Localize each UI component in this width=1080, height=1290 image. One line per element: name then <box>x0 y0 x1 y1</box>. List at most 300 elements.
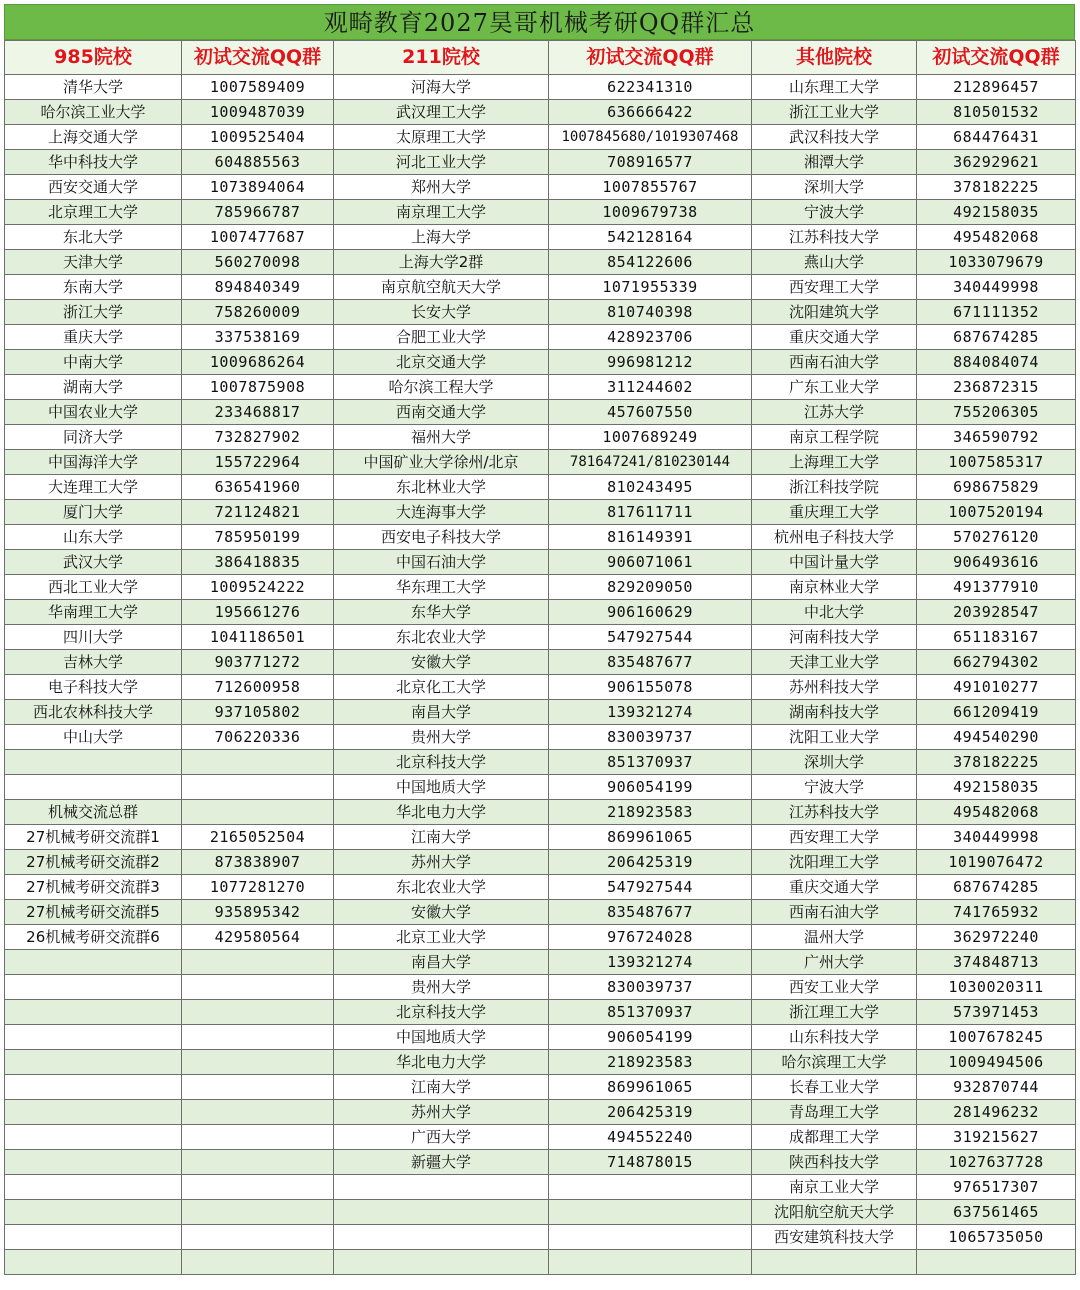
qq-other-cell: 687674285 <box>917 875 1076 900</box>
school-211-cell: 贵州大学 <box>334 725 549 750</box>
school-985-cell: 西安交通大学 <box>5 175 182 200</box>
qq-211-cell: 781647241/810230144 <box>549 450 752 475</box>
school-other-cell: 宁波大学 <box>752 200 917 225</box>
school-985-cell: 西北工业大学 <box>5 575 182 600</box>
qq-other-cell: 637561465 <box>917 1200 1076 1225</box>
school-211-cell: 南京理工大学 <box>334 200 549 225</box>
school-211-cell: 河海大学 <box>334 75 549 100</box>
qq-211-cell: 708916577 <box>549 150 752 175</box>
school-985-cell: 哈尔滨工业大学 <box>5 100 182 125</box>
school-211-cell: 东北农业大学 <box>334 625 549 650</box>
school-985-cell: 吉林大学 <box>5 650 182 675</box>
qq-985-cell: 758260009 <box>182 300 334 325</box>
qq-other-cell: 340449998 <box>917 825 1076 850</box>
qq-985-cell: 1007477687 <box>182 225 334 250</box>
qq-other-cell: 346590792 <box>917 425 1076 450</box>
qq-211-cell: 206425319 <box>549 1100 752 1125</box>
school-other-cell: 南京工业大学 <box>752 1175 917 1200</box>
qq-other-cell: 212896457 <box>917 75 1076 100</box>
qq-211-cell: 851370937 <box>549 1000 752 1025</box>
school-985-cell <box>5 1200 182 1225</box>
qq-other-cell <box>917 1250 1076 1275</box>
school-other-cell: 上海理工大学 <box>752 450 917 475</box>
table-row <box>5 225 1076 250</box>
school-985-cell <box>5 1050 182 1075</box>
qq-other-cell: 281496232 <box>917 1100 1076 1125</box>
table-row <box>5 250 1076 275</box>
qq-985-cell <box>182 1200 334 1225</box>
table-row <box>5 125 1076 150</box>
table-row <box>5 200 1076 225</box>
qq-211-cell: 810243495 <box>549 475 752 500</box>
school-211-cell: 太原理工大学 <box>334 125 549 150</box>
qq-985-cell: 785950199 <box>182 525 334 550</box>
school-211-cell: 河北工业大学 <box>334 150 549 175</box>
school-985-cell: 华南理工大学 <box>5 600 182 625</box>
school-985-cell: 武汉大学 <box>5 550 182 575</box>
qq-other-cell: 378182225 <box>917 750 1076 775</box>
school-211-cell: 哈尔滨工程大学 <box>334 375 549 400</box>
qq-985-cell <box>182 1175 334 1200</box>
qq-211-cell: 906054199 <box>549 1025 752 1050</box>
qq-other-cell: 906493616 <box>917 550 1076 575</box>
school-211-cell: 华北电力大学 <box>334 1050 549 1075</box>
qq-211-cell <box>549 1200 752 1225</box>
header-qq-3: 初试交流QQ群 <box>917 41 1076 75</box>
qq-211-cell: 428923706 <box>549 325 752 350</box>
school-other-cell: 重庆交通大学 <box>752 325 917 350</box>
school-211-cell: 中国矿业大学徐州/北京 <box>334 450 549 475</box>
qq-211-cell: 547927544 <box>549 625 752 650</box>
school-other-cell: 成都理工大学 <box>752 1125 917 1150</box>
school-985-cell: 华中科技大学 <box>5 150 182 175</box>
qq-985-cell: 636541960 <box>182 475 334 500</box>
school-other-cell: 西安工业大学 <box>752 975 917 1000</box>
qq-985-cell: 712600958 <box>182 675 334 700</box>
table-row <box>5 800 1076 825</box>
school-other-cell: 杭州电子科技大学 <box>752 525 917 550</box>
table-row <box>5 625 1076 650</box>
table-row <box>5 1075 1076 1100</box>
table-row <box>5 925 1076 950</box>
school-211-cell: 北京工业大学 <box>334 925 549 950</box>
school-other-cell: 南京林业大学 <box>752 575 917 600</box>
school-985-cell: 清华大学 <box>5 75 182 100</box>
table-row <box>5 425 1076 450</box>
school-985-cell: 浙江大学 <box>5 300 182 325</box>
qq-other-cell: 1007520194 <box>917 500 1076 525</box>
school-985-cell: 北京理工大学 <box>5 200 182 225</box>
qq-985-cell <box>182 1125 334 1150</box>
qq-other-cell: 1065735050 <box>917 1225 1076 1250</box>
school-211-cell: 安徽大学 <box>334 650 549 675</box>
school-985-cell <box>5 1225 182 1250</box>
header-other: 其他院校 <box>752 41 917 75</box>
school-other-cell: 深圳大学 <box>752 175 917 200</box>
table-row <box>5 875 1076 900</box>
qq-other-cell: 492158035 <box>917 775 1076 800</box>
school-211-cell: 北京科技大学 <box>334 1000 549 1025</box>
qq-other-cell: 687674285 <box>917 325 1076 350</box>
table-row <box>5 75 1076 100</box>
school-other-cell: 浙江工业大学 <box>752 100 917 125</box>
school-211-cell: 大连海事大学 <box>334 500 549 525</box>
qq-985-cell: 785966787 <box>182 200 334 225</box>
qq-211-cell: 854122606 <box>549 250 752 275</box>
table-row <box>5 475 1076 500</box>
school-other-cell: 浙江理工大学 <box>752 1000 917 1025</box>
qq-other-cell: 495482068 <box>917 800 1076 825</box>
school-other-cell: 宁波大学 <box>752 775 917 800</box>
qq-other-cell: 741765932 <box>917 900 1076 925</box>
school-other-cell: 广州大学 <box>752 950 917 975</box>
qq-211-cell: 218923583 <box>549 800 752 825</box>
school-211-cell: 江南大学 <box>334 1075 549 1100</box>
qq-985-cell: 706220336 <box>182 725 334 750</box>
school-other-cell: 天津工业大学 <box>752 650 917 675</box>
qq-other-cell: 661209419 <box>917 700 1076 725</box>
qq-211-cell: 906054199 <box>549 775 752 800</box>
school-985-cell: 27机械考研交流群5 <box>5 900 182 925</box>
school-985-cell: 27机械考研交流群3 <box>5 875 182 900</box>
school-985-cell <box>5 1150 182 1175</box>
qq-985-cell: 337538169 <box>182 325 334 350</box>
qq-other-cell: 494540290 <box>917 725 1076 750</box>
qq-211-cell: 542128164 <box>549 225 752 250</box>
school-985-cell: 电子科技大学 <box>5 675 182 700</box>
qq-985-cell: 732827902 <box>182 425 334 450</box>
qq-985-cell <box>182 1050 334 1075</box>
qq-other-cell: 932870744 <box>917 1075 1076 1100</box>
school-211-cell: 合肥工业大学 <box>334 325 549 350</box>
school-985-cell: 中国农业大学 <box>5 400 182 425</box>
qq-other-cell: 1019076472 <box>917 850 1076 875</box>
school-other-cell: 浙江科技学院 <box>752 475 917 500</box>
school-other-cell: 青岛理工大学 <box>752 1100 917 1125</box>
school-985-cell: 东南大学 <box>5 275 182 300</box>
table-row <box>5 325 1076 350</box>
table-row <box>5 650 1076 675</box>
school-211-cell: 北京交通大学 <box>334 350 549 375</box>
qq-other-cell: 573971453 <box>917 1000 1076 1025</box>
table-row <box>5 350 1076 375</box>
qq-211-cell: 810740398 <box>549 300 752 325</box>
spreadsheet <box>4 4 1075 1275</box>
school-985-cell <box>5 950 182 975</box>
table-row <box>5 1250 1076 1275</box>
qq-985-cell: 604885563 <box>182 150 334 175</box>
school-211-cell: 上海大学2群 <box>334 250 549 275</box>
qq-other-cell: 362972240 <box>917 925 1076 950</box>
qq-211-cell: 817611711 <box>549 500 752 525</box>
qq-other-cell: 236872315 <box>917 375 1076 400</box>
school-other-cell: 西南石油大学 <box>752 900 917 925</box>
qq-211-cell <box>549 1175 752 1200</box>
qq-211-cell: 830039737 <box>549 725 752 750</box>
qq-other-cell: 203928547 <box>917 600 1076 625</box>
qq-985-cell: 937105802 <box>182 700 334 725</box>
table-row <box>5 375 1076 400</box>
qq-985-cell: 1077281270 <box>182 875 334 900</box>
qq-211-cell: 829209050 <box>549 575 752 600</box>
qq-211-cell: 996981212 <box>549 350 752 375</box>
qq-other-cell: 755206305 <box>917 400 1076 425</box>
qq-other-cell: 698675829 <box>917 475 1076 500</box>
school-985-cell: 湖南大学 <box>5 375 182 400</box>
school-985-cell <box>5 1125 182 1150</box>
qq-985-cell: 386418835 <box>182 550 334 575</box>
school-985-cell: 27机械考研交流群2 <box>5 850 182 875</box>
table-row <box>5 675 1076 700</box>
table-row <box>5 950 1076 975</box>
school-other-cell: 江苏大学 <box>752 400 917 425</box>
qq-group-table <box>4 40 1076 1275</box>
table-row <box>5 100 1076 125</box>
school-985-cell: 大连理工大学 <box>5 475 182 500</box>
qq-985-cell: 935895342 <box>182 900 334 925</box>
school-other-cell: 西南石油大学 <box>752 350 917 375</box>
school-211-cell: 华东理工大学 <box>334 575 549 600</box>
school-211-cell: 苏州大学 <box>334 1100 549 1125</box>
school-211-cell: 贵州大学 <box>334 975 549 1000</box>
qq-211-cell: 906155078 <box>549 675 752 700</box>
school-985-cell: 重庆大学 <box>5 325 182 350</box>
table-body <box>5 75 1076 1275</box>
qq-985-cell: 1041186501 <box>182 625 334 650</box>
qq-other-cell: 491377910 <box>917 575 1076 600</box>
school-other-cell: 苏州科技大学 <box>752 675 917 700</box>
school-211-cell <box>334 1225 549 1250</box>
table-row <box>5 700 1076 725</box>
qq-211-cell: 622341310 <box>549 75 752 100</box>
qq-985-cell <box>182 1150 334 1175</box>
qq-other-cell: 495482068 <box>917 225 1076 250</box>
school-985-cell <box>5 1075 182 1100</box>
table-row <box>5 400 1076 425</box>
school-other-cell: 长春工业大学 <box>752 1075 917 1100</box>
school-211-cell <box>334 1250 549 1275</box>
qq-211-cell: 906160629 <box>549 600 752 625</box>
school-other-cell: 湖南科技大学 <box>752 700 917 725</box>
qq-985-cell: 1009524222 <box>182 575 334 600</box>
table-row <box>5 1175 1076 1200</box>
school-other-cell: 哈尔滨理工大学 <box>752 1050 917 1075</box>
school-211-cell: 中国地质大学 <box>334 1025 549 1050</box>
school-other-cell: 沈阳建筑大学 <box>752 300 917 325</box>
school-other-cell: 沈阳理工大学 <box>752 850 917 875</box>
table-row <box>5 1225 1076 1250</box>
school-211-cell: 西南交通大学 <box>334 400 549 425</box>
table-row <box>5 150 1076 175</box>
school-985-cell: 中南大学 <box>5 350 182 375</box>
school-211-cell: 南昌大学 <box>334 700 549 725</box>
school-other-cell: 南京工程学院 <box>752 425 917 450</box>
qq-211-cell: 494552240 <box>549 1125 752 1150</box>
header-211: 211院校 <box>334 41 549 75</box>
school-211-cell: 苏州大学 <box>334 850 549 875</box>
school-985-cell: 东北大学 <box>5 225 182 250</box>
table-row <box>5 450 1076 475</box>
qq-other-cell: 1007678245 <box>917 1025 1076 1050</box>
table-row <box>5 1000 1076 1025</box>
table-row <box>5 900 1076 925</box>
qq-211-cell: 869961065 <box>549 1075 752 1100</box>
qq-211-cell: 1009679738 <box>549 200 752 225</box>
qq-211-cell: 869961065 <box>549 825 752 850</box>
qq-other-cell: 319215627 <box>917 1125 1076 1150</box>
qq-211-cell: 1071955339 <box>549 275 752 300</box>
qq-211-cell: 816149391 <box>549 525 752 550</box>
school-other-cell: 广东工业大学 <box>752 375 917 400</box>
school-985-cell: 西北农林科技大学 <box>5 700 182 725</box>
qq-other-cell: 340449998 <box>917 275 1076 300</box>
header-row <box>5 41 1076 75</box>
qq-other-cell: 884084074 <box>917 350 1076 375</box>
school-211-cell: 广西大学 <box>334 1125 549 1150</box>
school-985-cell <box>5 1175 182 1200</box>
qq-985-cell <box>182 1000 334 1025</box>
qq-211-cell: 851370937 <box>549 750 752 775</box>
school-211-cell: 华北电力大学 <box>334 800 549 825</box>
school-985-cell: 上海交通大学 <box>5 125 182 150</box>
qq-985-cell: 2165052504 <box>182 825 334 850</box>
school-other-cell: 江苏科技大学 <box>752 800 917 825</box>
table-row <box>5 175 1076 200</box>
school-other-cell: 江苏科技大学 <box>752 225 917 250</box>
qq-211-cell: 906071061 <box>549 550 752 575</box>
table-row <box>5 525 1076 550</box>
school-other-cell: 重庆交通大学 <box>752 875 917 900</box>
school-other-cell: 中国计量大学 <box>752 550 917 575</box>
school-211-cell: 北京化工大学 <box>334 675 549 700</box>
qq-211-cell: 457607550 <box>549 400 752 425</box>
qq-211-cell: 311244602 <box>549 375 752 400</box>
qq-other-cell: 810501532 <box>917 100 1076 125</box>
table-row <box>5 825 1076 850</box>
qq-985-cell: 560270098 <box>182 250 334 275</box>
school-985-cell: 同济大学 <box>5 425 182 450</box>
school-other-cell: 山东理工大学 <box>752 75 917 100</box>
qq-985-cell: 903771272 <box>182 650 334 675</box>
qq-other-cell: 662794302 <box>917 650 1076 675</box>
school-211-cell: 上海大学 <box>334 225 549 250</box>
qq-211-cell: 139321274 <box>549 700 752 725</box>
table-row <box>5 975 1076 1000</box>
qq-985-cell: 1073894064 <box>182 175 334 200</box>
qq-211-cell: 835487677 <box>549 650 752 675</box>
table-row <box>5 575 1076 600</box>
school-other-cell: 湘潭大学 <box>752 150 917 175</box>
qq-other-cell: 1009494506 <box>917 1050 1076 1075</box>
qq-985-cell: 894840349 <box>182 275 334 300</box>
qq-985-cell <box>182 975 334 1000</box>
qq-985-cell <box>182 1100 334 1125</box>
school-985-cell: 26机械考研交流群6 <box>5 925 182 950</box>
qq-211-cell: 1007855767 <box>549 175 752 200</box>
qq-other-cell: 492158035 <box>917 200 1076 225</box>
school-other-cell: 中北大学 <box>752 600 917 625</box>
table-row <box>5 775 1076 800</box>
qq-211-cell: 1007689249 <box>549 425 752 450</box>
qq-other-cell: 1027637728 <box>917 1150 1076 1175</box>
qq-other-cell: 684476431 <box>917 125 1076 150</box>
school-other-cell: 西安理工大学 <box>752 275 917 300</box>
school-211-cell: 新疆大学 <box>334 1150 549 1175</box>
qq-211-cell <box>549 1250 752 1275</box>
qq-211-cell: 206425319 <box>549 850 752 875</box>
table-row <box>5 1150 1076 1175</box>
qq-985-cell <box>182 1075 334 1100</box>
school-985-cell <box>5 750 182 775</box>
qq-211-cell: 218923583 <box>549 1050 752 1075</box>
qq-other-cell: 671111352 <box>917 300 1076 325</box>
school-other-cell: 西安理工大学 <box>752 825 917 850</box>
qq-other-cell: 1007585317 <box>917 450 1076 475</box>
qq-985-cell <box>182 750 334 775</box>
school-211-cell: 南昌大学 <box>334 950 549 975</box>
table-row <box>5 600 1076 625</box>
school-other-cell: 西安建筑科技大学 <box>752 1225 917 1250</box>
table-row <box>5 1050 1076 1075</box>
qq-211-cell: 976724028 <box>549 925 752 950</box>
school-211-cell: 武汉理工大学 <box>334 100 549 125</box>
school-211-cell: 郑州大学 <box>334 175 549 200</box>
header-985: 985院校 <box>5 41 182 75</box>
qq-other-cell: 976517307 <box>917 1175 1076 1200</box>
qq-985-cell: 1009686264 <box>182 350 334 375</box>
qq-211-cell: 1007845680/1019307468 <box>549 125 752 150</box>
school-211-cell: 东北农业大学 <box>334 875 549 900</box>
qq-985-cell <box>182 1250 334 1275</box>
qq-other-cell: 374848713 <box>917 950 1076 975</box>
table-row <box>5 1025 1076 1050</box>
table-row <box>5 300 1076 325</box>
school-985-cell <box>5 775 182 800</box>
qq-985-cell: 1009487039 <box>182 100 334 125</box>
school-985-cell: 厦门大学 <box>5 500 182 525</box>
table-row <box>5 850 1076 875</box>
qq-211-cell: 139321274 <box>549 950 752 975</box>
qq-other-cell: 491010277 <box>917 675 1076 700</box>
qq-985-cell: 195661276 <box>182 600 334 625</box>
school-211-cell: 中国石油大学 <box>334 550 549 575</box>
school-985-cell <box>5 1025 182 1050</box>
table-row <box>5 1200 1076 1225</box>
qq-211-cell: 547927544 <box>549 875 752 900</box>
school-985-cell: 中山大学 <box>5 725 182 750</box>
qq-985-cell: 873838907 <box>182 850 334 875</box>
qq-985-cell <box>182 1025 334 1050</box>
qq-other-cell: 362929621 <box>917 150 1076 175</box>
school-211-cell: 江南大学 <box>334 825 549 850</box>
school-985-cell: 机械交流总群 <box>5 800 182 825</box>
school-211-cell: 西安电子科技大学 <box>334 525 549 550</box>
qq-211-cell: 835487677 <box>549 900 752 925</box>
qq-985-cell: 155722964 <box>182 450 334 475</box>
school-211-cell: 福州大学 <box>334 425 549 450</box>
school-985-cell: 中国海洋大学 <box>5 450 182 475</box>
qq-985-cell: 1007875908 <box>182 375 334 400</box>
school-211-cell: 北京科技大学 <box>334 750 549 775</box>
qq-211-cell: 714878015 <box>549 1150 752 1175</box>
school-985-cell: 天津大学 <box>5 250 182 275</box>
table-row <box>5 725 1076 750</box>
qq-211-cell <box>549 1225 752 1250</box>
school-985-cell <box>5 1100 182 1125</box>
qq-985-cell: 1009525404 <box>182 125 334 150</box>
qq-other-cell: 1030020311 <box>917 975 1076 1000</box>
school-211-cell: 南京航空航天大学 <box>334 275 549 300</box>
